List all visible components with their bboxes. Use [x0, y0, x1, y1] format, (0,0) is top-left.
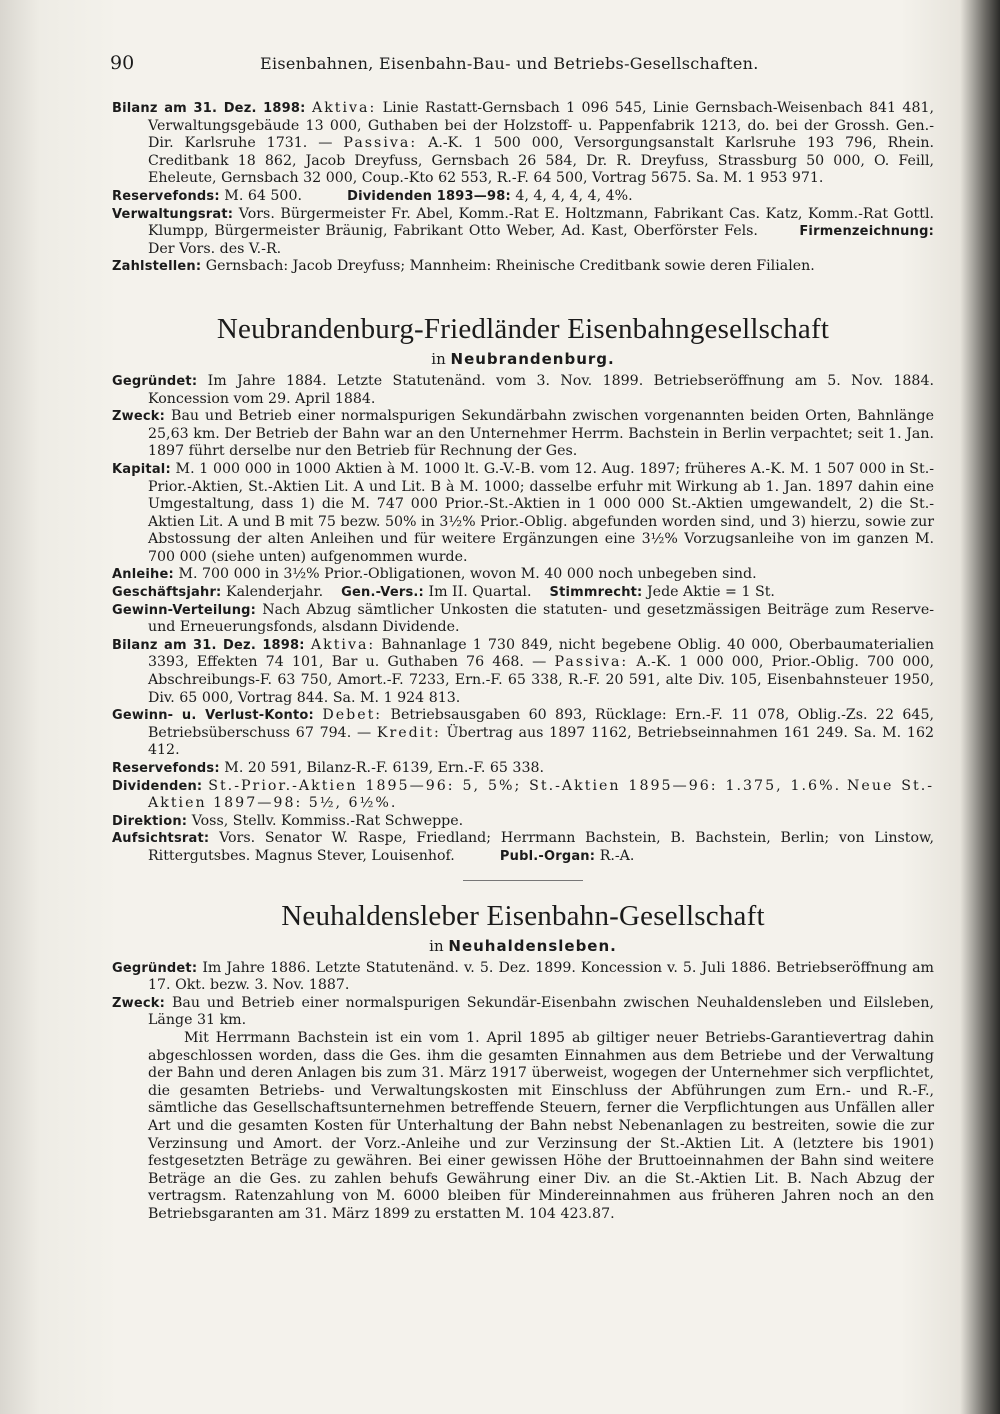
page-content [112, 100, 934, 1223]
section-title-neubrandenburg: Neubrandenburg-Friedländer Eisenbahngesellschaft [216, 312, 830, 345]
s1-gewinn-verlust: Gewinn- u. Verlust-Konto: Debet: Betriebsausgaben 60 893, Rücklage: Ern.-F. 11 078, Oblig.-Zs. 22 645, Betriebsüberschuss 67 794. — Kredit: Übertrag aus 1897 1162, Betriebseinnahmen 161 249. Sa. M. 162 412. [112, 707, 934, 759]
s1-kapital: Kapital: M. 1 000 000 in 1000 Aktien à M. 1000 lt. G.-V.-B. vom 12. Aug. 1897; früheres A.-K. M. 1 507 000 in St.-Prior.-Aktien, St.-Aktien Lit. A und Lit. B à M. 1000; dasselbe erfuhr mit Wirkung ab 1. Jan. 1897 dahin eine Umgestaltung, dass 1) die M. 747 000 Prior.-St.-Aktien in 1 000 000 St.-Aktien umgewandelt, 2) die St.-Aktien Lit. A und B mit 75 bezw. 50% in 3½% Prior.-Oblig. abgefunden worden sind, und 3) hierzu, sowie zur Abstossung der alten Anleihen und für weitere Ergänzungen eine 3½% Vorzugsanleihe von im ganzen M. 700 000 (siehe unten) aufgenommen wurde. [112, 460, 935, 565]
s1-bilanz: Bilanz am 31. Dez. 1898: Aktiva: Bahnanlage 1 730 849, nicht begebene Oblig. 40 000, Oberbaumaterialien 3393, Effekten 74 101, Bar u. Guthaben 76 468. — Passiva: A.-K. 1 000 000, Prior.-Oblig. 700 000, Abschreibungs-F. 63 750, Amort.-F. 7233, Ern.-F. 65 338, R.-F. 20 591, alte Div. 105, Eisenbahnsteuer 1950, Div. 65 000, Vortrag 844. Sa. M. 1 924 813. [112, 636, 934, 706]
prev-reserve: Reservefonds: M. 64 500. Dividenden 1893—98: 4, 4, 4, 4, 4, 4%. [112, 187, 633, 204]
prev-verwaltungsrat: Verwaltungsrat: Vors. Bürgermeister Fr. Abel, Komm.-Rat E. Holtzmann, Fabrikant Cas. Katz, Komm.-Rat Gottl. Klumpp, Bürgermeister Bräunig, Fabrikant Otto Weber, Ad. Kast, Oberförster Fels. Firmenzeichnung: Der Vors. des V.-R. [112, 205, 935, 257]
s1-anleihe: Anleihe: M. 700 000 in 3½% Prior.-Obligationen, wovon M. 40 000 noch unbegeben sind. [112, 566, 757, 583]
s1-dividenden: Dividenden: St.-Prior.-Aktien 1895—96: 5, 5%; St.-Aktien 1895—96: 1.375, 1.6%. Neue St.-Aktien 1897—98: 5½, 6½%. [112, 777, 935, 812]
s1-zweck: Zweck: Bau und Betrieb einer normalspurigen Sekundärbahn zwischen vorgenannten beiden Orten, Bahnlänge 25,63 km. Der Betrieb der Bahn war an den Unternehmer Herrm. Bachstein in Berlin verpachtet; seit 1. Jan. 1897 führt derselbe nur den Betrieb für Rechnung der Ges. [112, 408, 934, 460]
section-title-neuhaldensleben: Neuhaldensleber Eisenbahn-Gesellschaft [281, 899, 765, 932]
s1-direktion: Direktion: Voss, Stellv. Kommiss.-Rat Schweppe. [112, 812, 464, 829]
prev-zahlstellen: Zahlstellen: Gernsbach: Jacob Dreyfuss; Mannheim: Rheinische Creditbank sowie deren Filialen. [112, 258, 815, 275]
s1-geschaeftsjahr: Geschäftsjahr: Kalenderjahr. Gen.-Vers.: Im II. Quartal. Stimmrecht: Jede Aktie = 1 St. [112, 584, 775, 601]
section-subtitle-neubrandenburg: in Neubrandenburg. [431, 349, 615, 368]
s1-gewinn-verteilung: Gewinn-Verteilung: Nach Abzug sämtlicher Unkosten die statuten- und gesetzmässigen Beiträge zum Reserve- und Erneuerungsfonds, alsdann Dividende. [112, 601, 935, 636]
section-divider [463, 880, 583, 881]
running-title: Eisenbahnen, Eisenbahn-Bau- und Betriebs-Gesellschaften. [260, 54, 759, 73]
page-number: 90 [110, 52, 135, 74]
s2-gegruendet: Gegründet: Im Jahre 1886. Letzte Statutenänd. v. 5. Dez. 1899. Koncession v. 5. Juli 1886. Betriebseröffnung am 17. Okt. bezw. 3. Nov. 1887. [112, 959, 934, 994]
page-header [110, 52, 940, 76]
s1-reservefonds: Reservefonds: M. 20 591, Bilanz-R.-F. 6139, Ern.-F. 65 338. [112, 760, 545, 776]
s2-zweck-paragraph: Mit Herrmann Bachstein ist ein vom 1. April 1895 ab giltiger neuer Betriebs-Garantievertrag dahin abgeschlossen worden, dass die Ges. ihm die gesamten Einnahmen aus dem Betriebe und der Verwaltung der Bahn und deren Anlagen bis zum 31. März 1917 überweist, wogegen der Unternehmer sich verpflichtet, die gesamten Betriebs- und Verwaltungskosten mit Einschluss der Abführungen zum Ern.- und R.-F., sämtliche das Gesellschaftsunternehmen betreffende Steuern, ferner die Verpflichtungen aus Unfällen aller Art und die gesamten Kosten für Unterhaltung der Bahn nebst Nebenanlagen zu bestreiten, sowie die zur Verzinsung und Amort. der Vorz.-Anleihe und zur Verzinsung der St.-Aktien Lit. A (letztere bis 1901) festgesetzten Beträge zu gewähren. Bei einer gewissen Höhe der Bruttoeinnahmen der Bahn sind weitere Beträge an die Ges. zu zahlen behufs Gewährung einer Div. an die St.-Aktien Lit. B. Nach Abzug der vertragsm. Ratenzahlung von M. 6000 bleiben für Mindereinnahmen aus früheren Jahren noch an den Betriebsgaranten am 31. März 1899 zu erstatten M. 104 423.87. [148, 1029, 934, 1222]
prev-bilanz: Bilanz am 31. Dez. 1898: Aktiva: Linie Rastatt-Gernsbach 1 096 545, Linie Gernsbach-Weisenbach 841 481, Verwaltungsgebäude 13 000, Guthaben bei der Holzstoff- u. Pappenfabrik 1213, do. bei der Grossh. Gen.-Dir. Karlsruhe 1731. — Passiva: A.-K. 1 500 000, Versorgungsanstalt Karlsruhe 193 796, Rhein. Creditbank 18 862, Jacob Dreyfuss, Gernsbach 26 584, Dr. R. Dreyfuss, Strassburg 50 000, O. Feill, Eheleute, Gernsbach 32 000, Coup.-Kto 62 553, R.-F. 64 500, Vortrag 5675. Sa. M. 1 953 971. [112, 100, 935, 187]
s2-zweck: Zweck: Bau und Betrieb einer normalspurigen Sekundär-Eisenbahn zwischen Neuhaldensleben und Eilsleben, Länge 31 km. [112, 994, 934, 1029]
s1-gegruendet: Gegründet: Im Jahre 1884. Letzte Statutenänd. vom 3. Nov. 1899. Betriebseröffnung am 5. Nov. 1884. Koncession vom 29. April 1884. [112, 372, 934, 407]
section-subtitle-neuhaldensleben: in Neuhaldensleben. [429, 936, 617, 955]
s1-aufsichtsrat: Aufsichtsrat: Vors. Senator W. Raspe, Friedland; Herrmann Bachstein, B. Bachstein, Berlin; von Linstow, Rittergutsbes. Magnus Stever, Louisenhof. Publ.-Organ: R.-A. [112, 830, 934, 864]
